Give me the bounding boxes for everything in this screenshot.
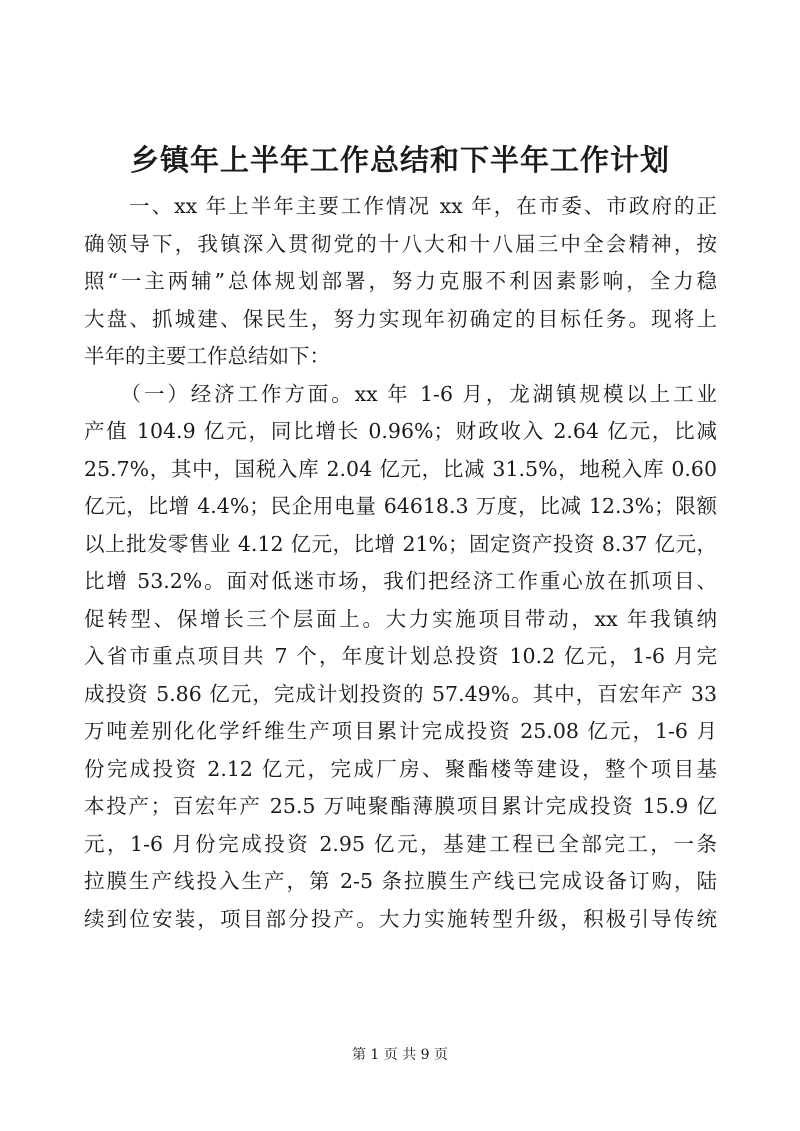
- text-line: 万吨差别化化学纤维生产项目累计完成投资 25.08 亿元，1-6 月: [84, 719, 717, 743]
- text-line: 产值 104.9 亿元，同比增长 0.96%；财政收入 2.64 亿元，比减: [84, 419, 717, 443]
- text-line: 大盘、抓城建、保民生，努力实现年初确定的目标任务。现将上: [84, 306, 717, 331]
- text-line: 比增 53.2%。面对低迷市场，我们把经济工作重心放在抓项目、: [84, 569, 717, 593]
- text-line: 照“一主两辅”总体规划部署，努力克服不利因素影响，全力稳: [84, 269, 717, 293]
- text-line: 份完成投资 2.12 亿元，完成厂房、聚酯楼等建设，整个项目基: [84, 756, 717, 781]
- text-line: 半年的主要工作总结如下：: [84, 344, 330, 368]
- text-line: 本投产；百宏年产 25.5 万吨聚酯薄膜项目累计完成投资 15.9 亿: [84, 794, 717, 818]
- text-line: 确领导下，我镇深入贯彻党的十八大和十八届三中全会精神，按: [84, 231, 717, 256]
- text-line: 入省市重点项目共 7 个，年度计划总投资 10.2 亿元，1-6 月完: [84, 644, 717, 668]
- text-line: 25.7%，其中，国税入库 2.04 亿元，比减 31.5%，地税入库 0.60: [84, 456, 717, 481]
- text-line: （一）经济工作方面。xx 年 1-6 月，龙湖镇规模以上工业: [84, 381, 717, 406]
- text-line: 以上批发零售业 4.12 亿元，比增 21%；固定资产投资 8.37 亿元，: [84, 531, 717, 556]
- text-line: 促转型、保增长三个层面上。大力实施项目带动，xx 年我镇纳: [84, 606, 717, 631]
- body-text: [84, 188, 717, 938]
- page-title: 乡镇年上半年工作总结和下半年工作计划: [129, 143, 670, 177]
- page-number-footer: 第 1 页 共 9 页: [351, 1047, 449, 1063]
- text-line: 续到位安装，项目部分投产。大力实施转型升级，积极引导传统: [84, 906, 717, 931]
- text-line: 亿元，比增 4.4%；民企用电量 64618.3 万度，比减 12.3%；限额: [84, 494, 717, 518]
- text-line: 拉膜生产线投入生产，第 2-5 条拉膜生产线已完成设备订购，陆: [84, 869, 717, 893]
- text-line: 元，1-6 月份完成投资 2.95 亿元，基建工程已全部完工，一条: [84, 831, 717, 856]
- text-line: 成投资 5.86 亿元，完成计划投资的 57.49%。其中，百宏年产 33: [84, 681, 717, 706]
- text-line: 一、xx 年上半年主要工作情况 xx 年，在市委、市政府的正: [84, 194, 717, 218]
